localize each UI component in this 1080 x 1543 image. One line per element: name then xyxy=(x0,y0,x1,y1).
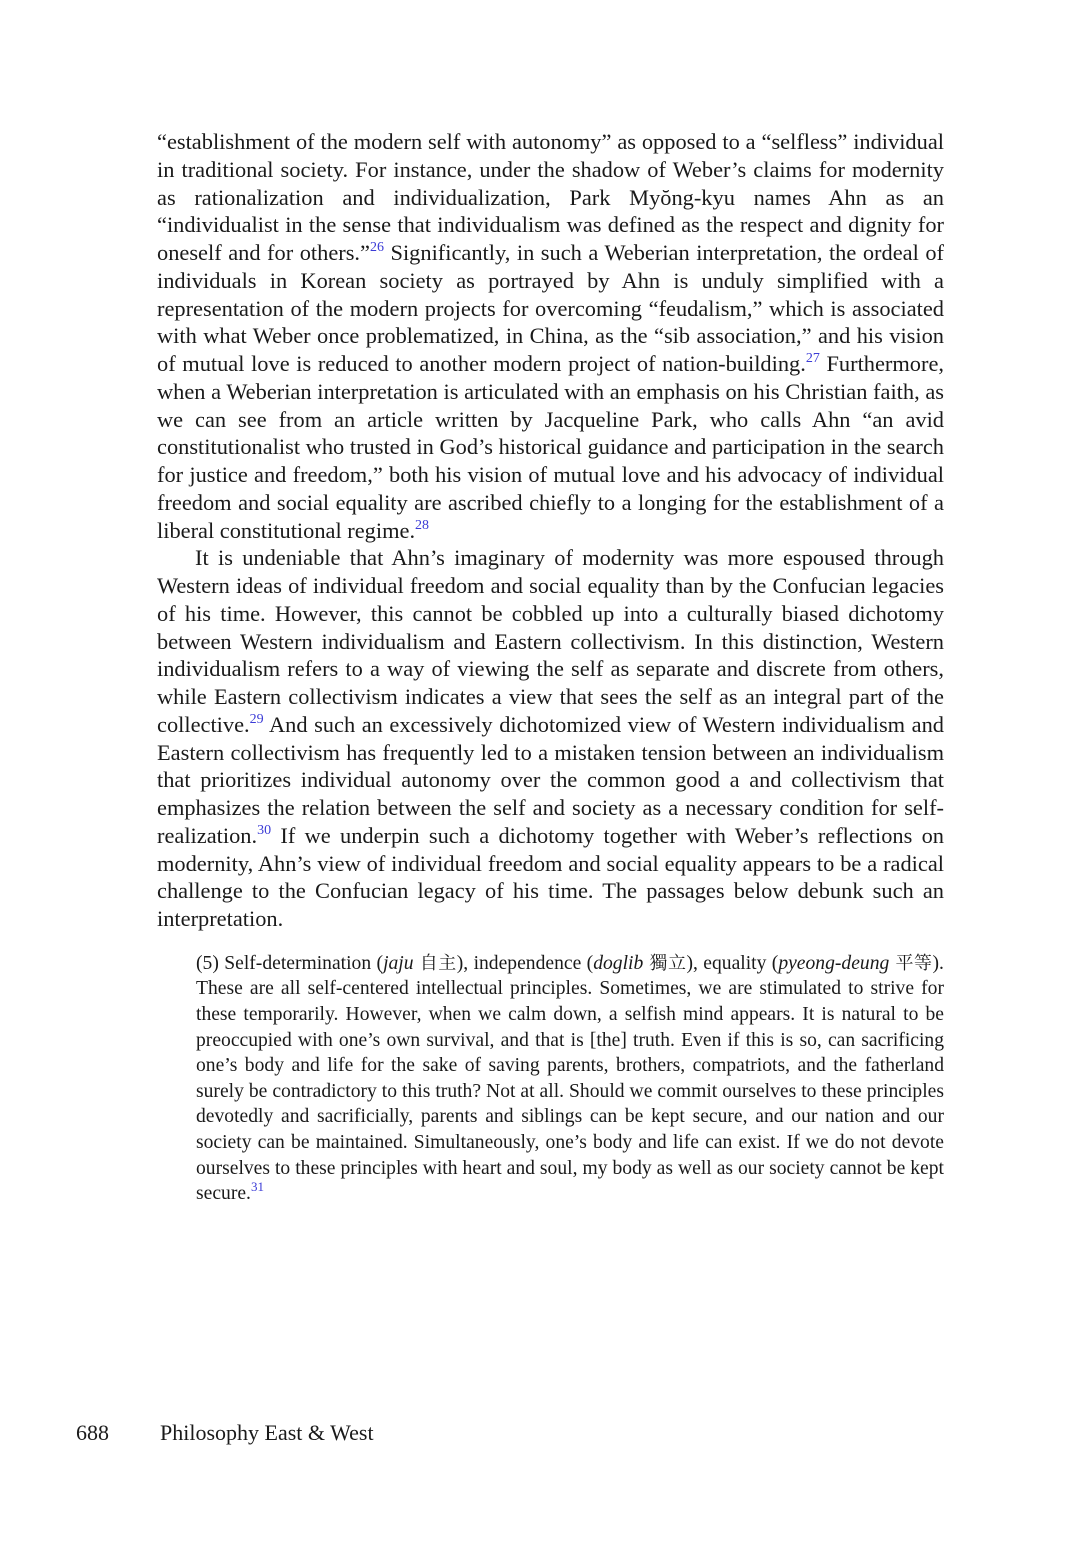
paragraph-2-text-b: And such an excessively dichotomized view of Western individualism and Eastern collectivism has frequently led to a mistaken tension between an individualism that prioritizes individual autonomy over the common good a and collectivism that emphasizes the relation between the self and society as a necessary condition for self-realization. xyxy=(157,711,944,848)
quote-text-2: ), independence ( xyxy=(456,952,594,974)
block-quote xyxy=(196,951,944,1207)
page-number: 688 xyxy=(76,1420,109,1445)
quote-term-jaju: jaju xyxy=(383,952,414,974)
footnote-ref-28[interactable]: 28 xyxy=(415,517,430,533)
quote-term-doglib: doglib xyxy=(593,952,644,974)
paragraph-1-text-a: “establishment of the modern self with autonomy” as opposed to a “selfless” individual in traditional society. For instance, under the shadow of Weber’s claims for modernity as rationalization and individualization, Park Myŏng-kyu names Ahn as an “individualist in the sense that individualism was defined as the respect and dignity for oneself and for others.” xyxy=(157,129,944,265)
quote-term-pyeongdeung: pyeong-deung xyxy=(778,952,890,974)
quote-text-4: ). These are all self-centered intellectual principles. Sometimes, we are stimulated to strive for these temporarily. However, when we calm down, a selfish mind appears. It is natural to be preoccupied with one’s own survival, and that is [the] truth. Even if this is so, can sacrificing one’s body and life for the sake of saving parents, brothers, compatriots, and the fatherland surely be contradictory to this truth? Not at all. Should we commit ourselves to these principles devotedly and sacrificially, parents and siblings can be kept secure, and our nation and our society can be maintained. Simultaneously, one’s body and life can exist. If we do not devote ourselves to these principles with heart and soul, my body as well as our society cannot be kept secure. xyxy=(196,952,944,1205)
quote-chinese-pyeongdeung: 平等 xyxy=(889,952,933,974)
footnote-ref-30[interactable]: 30 xyxy=(257,822,272,838)
footnote-ref-31[interactable]: 31 xyxy=(250,1179,264,1195)
footnote-ref-27[interactable]: 27 xyxy=(805,351,820,366)
footnote-ref-29[interactable]: 29 xyxy=(249,711,264,727)
body-text xyxy=(157,128,944,933)
quote-text-1: (5) Self-determination ( xyxy=(196,952,384,974)
quote-chinese-doglib: 獨立 xyxy=(643,952,687,974)
paragraph-2-text-c: If we underpin such a dichotomy together with Weber’s reflections on modernity, Ahn’s view of individual freedom and social equality appears to be a radical challenge to the Confucian legacy of his time. The passages below debunk such an interpretation. xyxy=(157,822,944,931)
quote-chinese-jaju: 自主 xyxy=(413,952,457,974)
paragraph-2-text-a: It is undeniable that Ahn’s imaginary of modernity was more espoused through Western ideas of individual freedom and social equality than by the Confucian legacies of his time. However, this cannot be cobbled up into a culturally biased dichotomy between Western individualism and Eastern collectivism. In this distinction, Western individualism refers to a way of viewing the self as separate and discrete from others, while Eastern collectivism indicates a view that sees the self as an integral part of the collective. xyxy=(157,545,944,737)
paragraph-1 xyxy=(157,128,944,544)
paragraph-1-text-c: Furthermore, when a Weberian interpretation is articulated with an emphasis on his Christian faith, as we can see from an article written by Jacqueline Park, who calls Ahn “an avid constitutionalist who trusted in God’s historical guidance and participation in the search for justice and freedom,” both his vision of mutual love and his advocacy of individual freedom and social equality are ascribed chiefly to a longing for the establishment of a liberal constitutional regime. xyxy=(157,351,944,543)
journal-title: Philosophy East & West xyxy=(160,1420,374,1445)
page-content xyxy=(157,128,944,1207)
paragraph-2 xyxy=(157,544,944,933)
quote-text-3: ), equality ( xyxy=(686,952,779,974)
paragraph-1-text-b: Significantly, in such a Weberian interpretation, the ordeal of individuals in Korean society as portrayed by Ahn is unduly simplified with a representation of the modern projects for overcoming “feudalism,” which is associated with what Weber once problematized, in China, as the “sib association,” and his vision of mutual love is reduced to another modern project of nation-building. xyxy=(157,240,944,376)
footnote-ref-26[interactable]: 26 xyxy=(369,240,384,255)
page-footer xyxy=(76,1418,374,1448)
